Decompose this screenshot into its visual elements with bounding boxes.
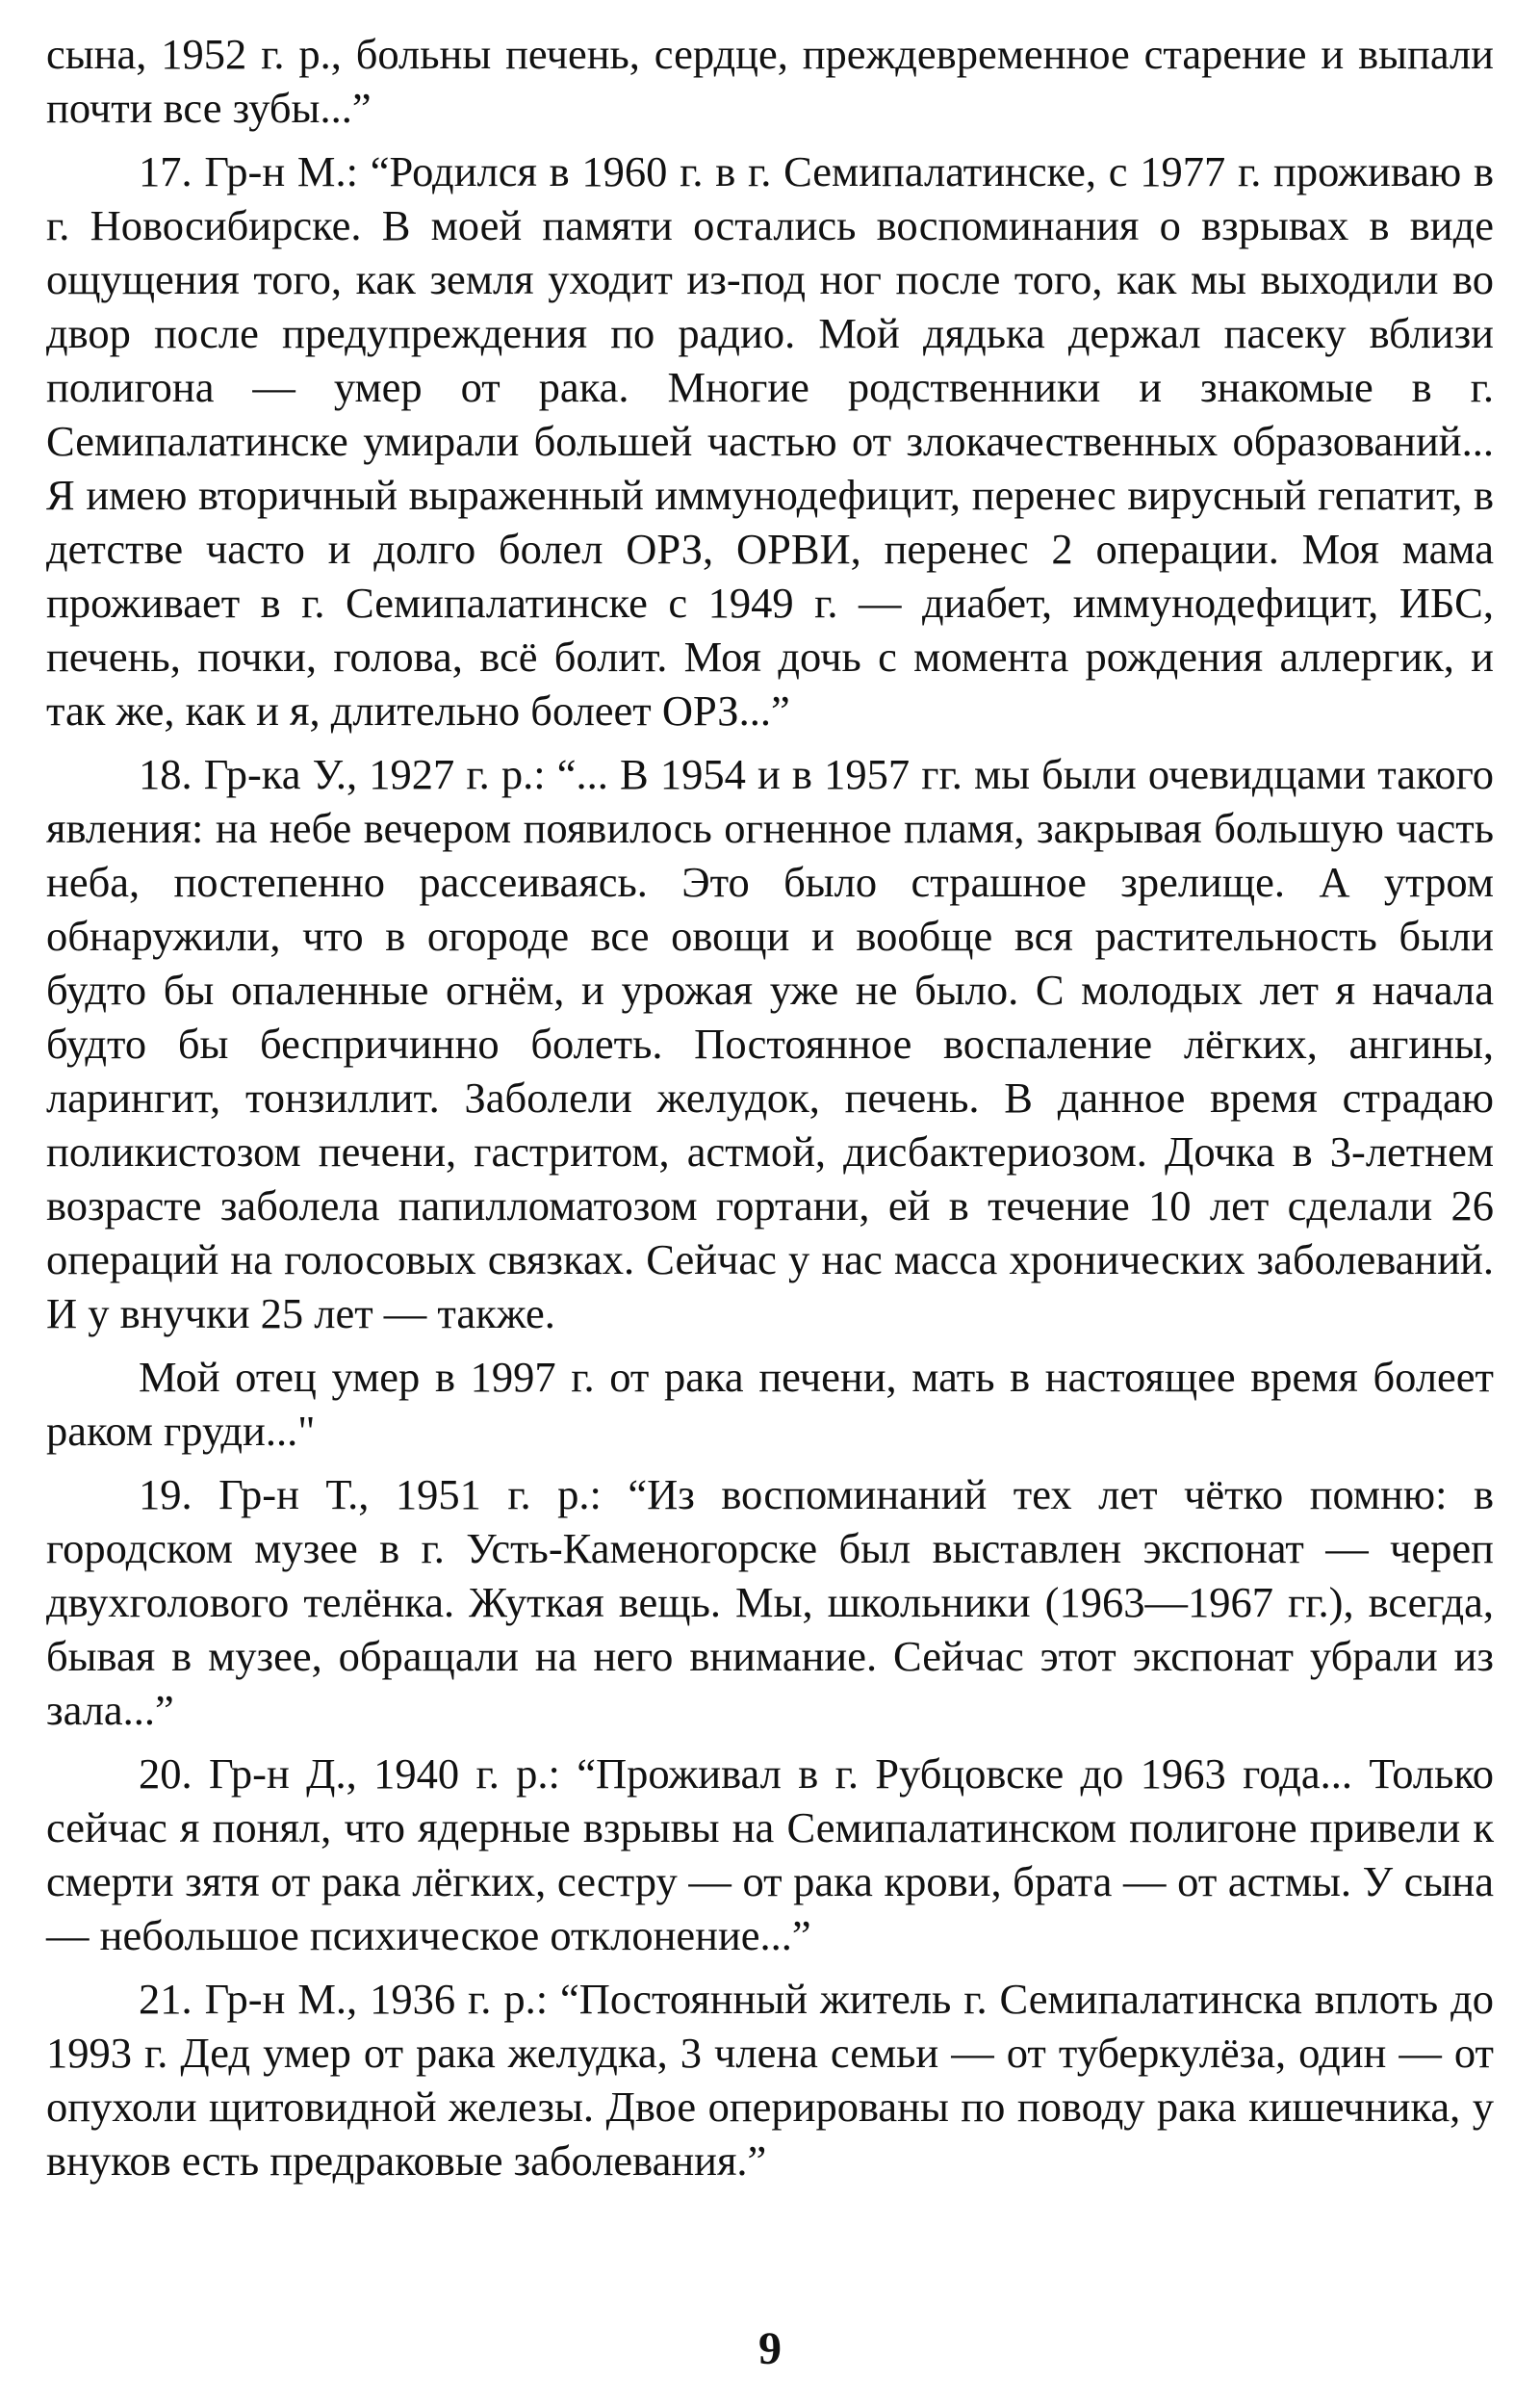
paragraph-testimony-21: 21. Гр-н М., 1936 г. р.: “Постоянный житель г. Семипалатинска вплоть до 1993 г. Дед умер от рака желудка, 3 члена семьи — от туберкулёза, один — от опухоли щитовидной железы. Двое оперированы по поводу рака кишечника, у внуков есть предраковые заболевания.” xyxy=(46,1975,1494,2185)
paragraph-testimony-18: 18. Гр-ка У., 1927 г. р.: “... В 1954 и в 1957 гг. мы были очевидцами такого явления: на небе вечером появилось огненное пламя, закрывая большую часть неба, постепенно рассеиваясь. Это было страшное зрелище. А утром обнаружили, что в огороде все овощи и вообще вся растительность были будто бы опаленные огнём, и урожая уже не было. С молодых лет я начала будто бы беспричинно болеть. Постоянное воспаление лёгких, ангины, ларингит, тонзиллит. Заболели желудок, печень. В данное время страдаю поликистозом печени, гастритом, астмой, дисбактериозом. Дочка в 3-летнем возрасте заболела папилломатозом гортани, ей в течение 10 лет сделали 26 операций на голосовых связках. Сейчас у нас масса хронических заболеваний. И у внучки 25 лет — также. xyxy=(46,750,1494,1337)
paragraph-continuation: сына, 1952 г. р., больны печень, сердце, преждевременное старение и выпали почти все зубы...” xyxy=(46,30,1494,132)
page-text xyxy=(46,27,1494,2187)
paragraph-testimony-19: 19. Гр-н Т., 1951 г. р.: “Из воспоминаний тех лет чётко помню: в городском музее в г. Усть-Каменогорске был выставлен экспонат — череп двухголового телёнка. Жуткая вещь. Мы, школьники (1963—1967 гг.), всегда, бывая в музее, обращали на него внимание. Сейчас этот экспонат убрали из зала...” xyxy=(46,1470,1494,1734)
paragraph-testimony-18-continued: Мой отец умер в 1997 г. от рака печени, мать в настоящее время болеет раком груди..." xyxy=(46,1353,1494,1455)
paragraph-testimony-17: 17. Гр-н М.: “Родился в 1960 г. в г. Семипалатинске, с 1977 г. проживаю в г. Новосибирске. В моей памяти остались воспоминания о взрывах в виде ощущения того, как земля уходит из-под ног после того, как мы выходили во двор после предупреждения по радио. Мой дядька держал пасеку вблизи полигона — умер от рака. Многие родственники и знакомые в г. Семипалатинске умирали большей частью от злокачественных образований... Я имею вторичный выраженный иммунодефицит, перенес вирусный гепатит, в детстве часто и долго болел ОРЗ, ОРВИ, перенес 2 операции. Моя мама проживает в г. Семипалатинске с 1949 г. — диабет, иммунодефицит, ИБС, печень, почки, голова, всё болит. Моя дочь с момента рождения аллергик, и так же, как и я, длительно болеет ОРЗ...” xyxy=(46,147,1494,735)
paragraph-testimony-20: 20. Гр-н Д., 1940 г. р.: “Проживал в г. Рубцовске до 1963 года... Только сейчас я понял, что ядерные взрывы на Семипалатинском полигоне привели к смерти зятя от рака лёгких, сестру — от рака крови, брата — от астмы. У сына — небольшое психическое отклонение...” xyxy=(46,1749,1494,1959)
page-number: 9 xyxy=(758,2323,782,2374)
